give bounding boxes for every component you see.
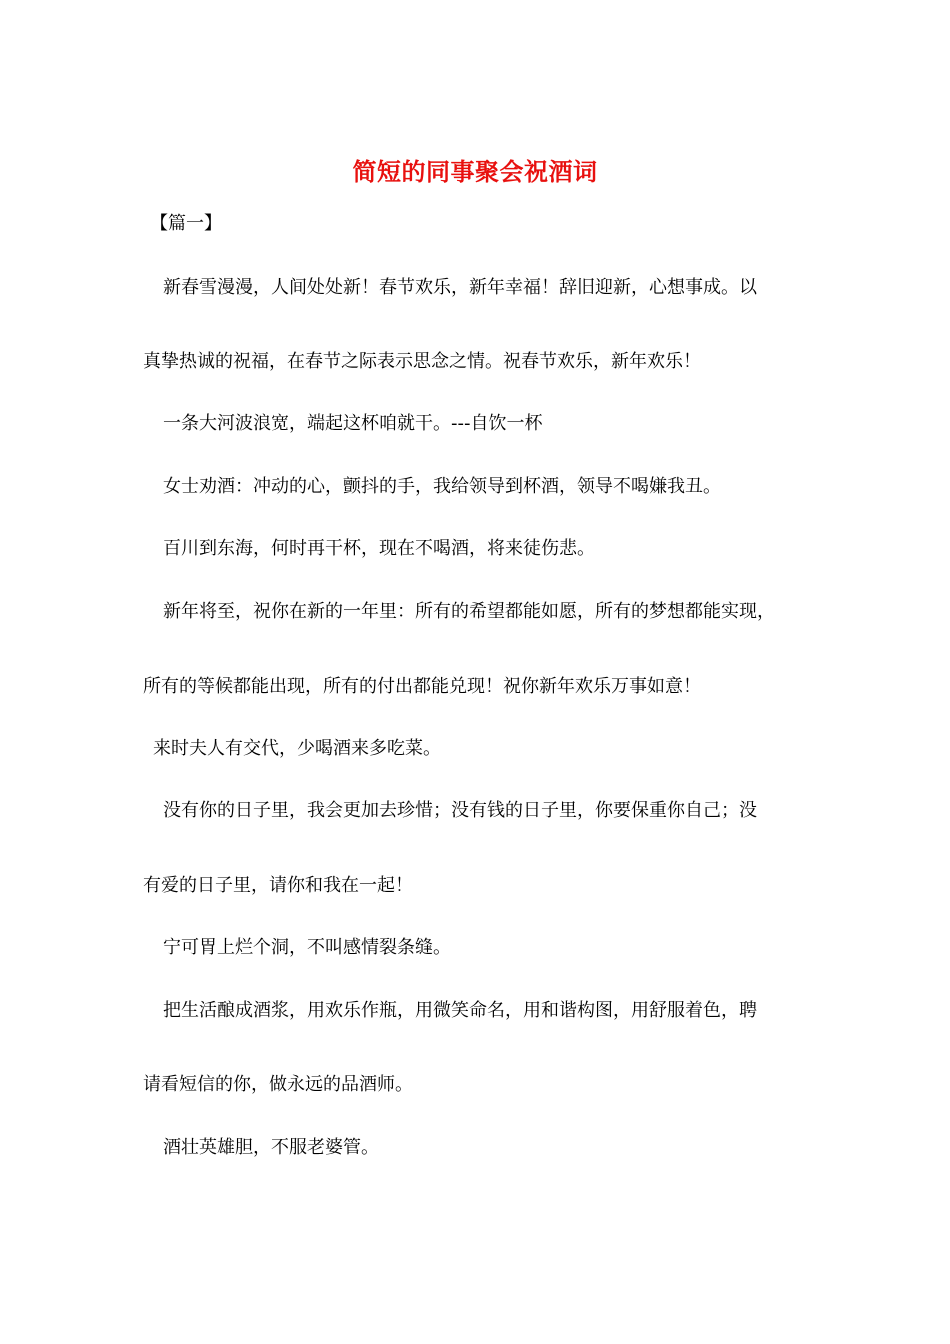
paragraph-line: 新年将至，祝你在新的一年里：所有的希望都能如愿，所有的梦想都能实现，: [163, 601, 775, 622]
paragraph-line: 请看短信的你，做永远的品酒师。: [143, 1074, 413, 1095]
paragraph-line: 酒壮英雄胆，不服老婆管。: [163, 1137, 379, 1158]
paragraph-line: 把生活酿成酒浆，用欢乐作瓶，用微笑命名，用和谐构图，用舒服着色，聘: [163, 1000, 757, 1021]
section-label: 【篇一】: [150, 213, 222, 234]
paragraph-line: 没有你的日子里，我会更加去珍惜；没有钱的日子里，你要保重你自己；没: [163, 800, 757, 821]
paragraph-line: 有爱的日子里，请你和我在一起！: [143, 875, 413, 896]
document-title: 简短的同事聚会祝酒词: [352, 157, 598, 186]
paragraph-line: 真挚热诚的祝福，在春节之际表示思念之情。祝春节欢乐，新年欢乐！: [143, 351, 701, 372]
paragraph-line: 一条大河波浪宽，端起这杯咱就干。---自饮一杯: [163, 413, 543, 434]
paragraph-line: 宁可胃上烂个洞，不叫感情裂条缝。: [163, 937, 451, 958]
paragraph-line: 来时夫人有交代，少喝酒来多吃菜。: [153, 738, 441, 759]
paragraph-line: 女士劝酒：冲动的心，颤抖的手，我给领导到杯酒，领导不喝嫌我丑。: [163, 476, 721, 497]
paragraph-line: 所有的等候都能出现，所有的付出都能兑现！祝你新年欢乐万事如意！: [143, 676, 701, 697]
paragraph-line: 百川到东海，何时再干杯，现在不喝酒，将来徒伤悲。: [163, 538, 595, 559]
paragraph-line: 新春雪漫漫，人间处处新！春节欢乐，新年幸福！辞旧迎新，心想事成。以: [163, 277, 757, 298]
